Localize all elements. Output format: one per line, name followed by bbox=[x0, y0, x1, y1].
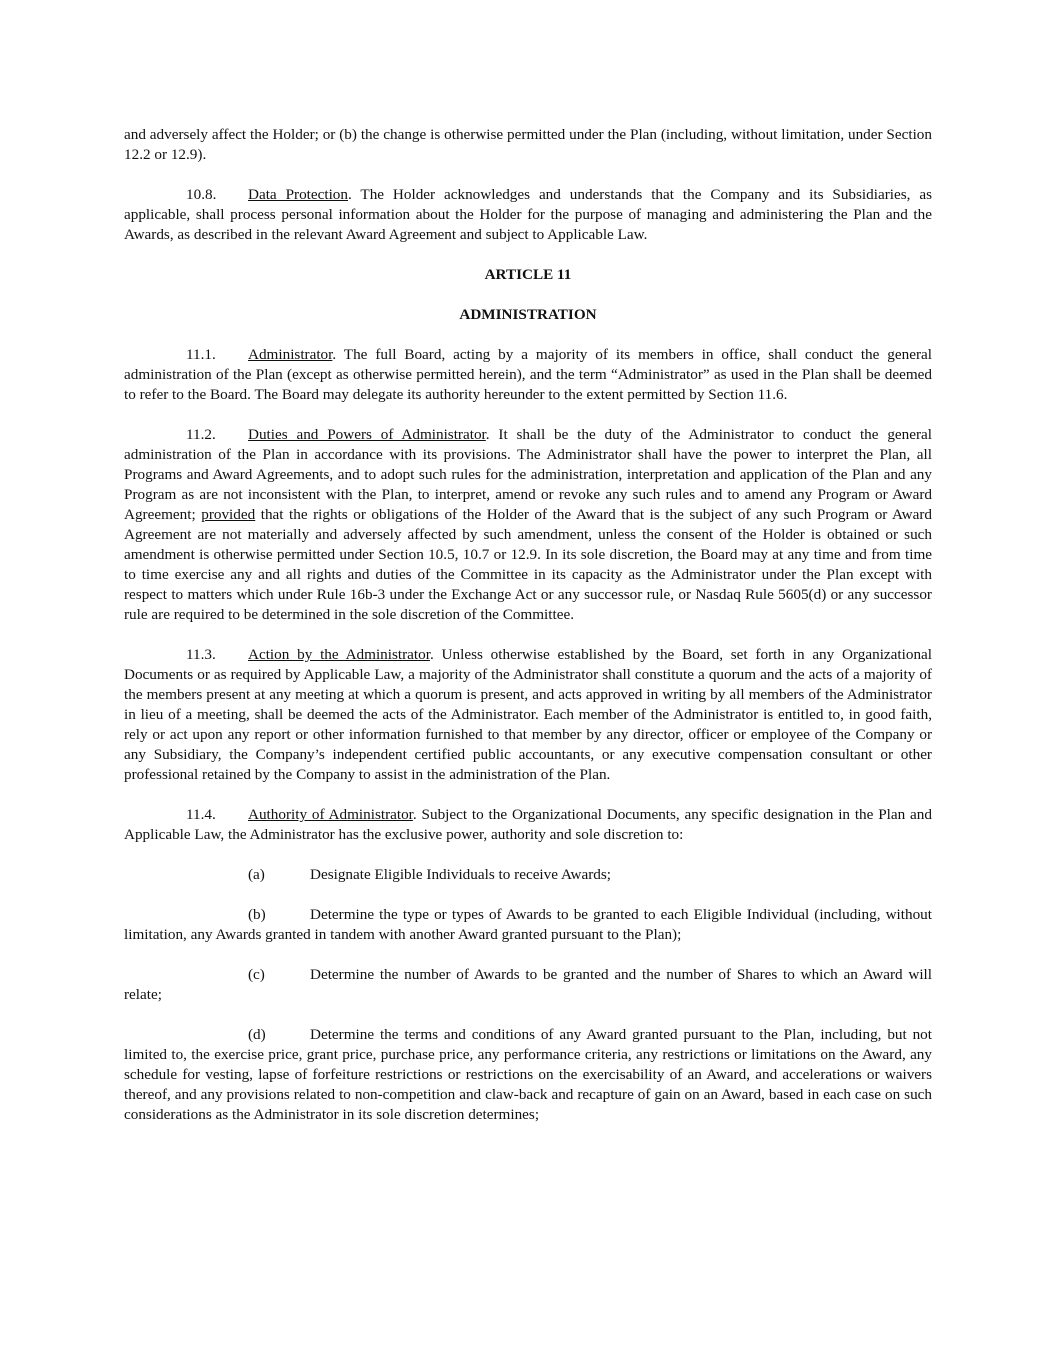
section-11-4 bbox=[124, 805, 932, 845]
section-text: . Subject to the Organizational Documents, any specific designation in the Plan and Applicable Law, the Administrator has the exclusive power, authority and sole discretion to: bbox=[124, 806, 932, 843]
section-text-cont: that the rights or obligations of the Holder of the Award that is the subject of any such Program or Award Agreement are not materially and adversely affected by such amendment, unless the consent of the Holder is obtained or such amendment is otherwise permitted under Section 10.5, 10.7 or 12.9. In its sole discretion, the Board may at any time and from time to time exercise any and all rights and duties of the Committee in its capacity as the Administrator under the Plan except with respect to matters which under Rule 16b-3 under the Exchange Act or any successor rule, or Nasdaq Rule 5605(d) or any successor rule are required to be determined in the sole discretion of the Committee. bbox=[124, 506, 932, 623]
section-number: 11.2. bbox=[186, 426, 216, 443]
list-label: (d) bbox=[248, 1026, 266, 1043]
list-label: (c) bbox=[248, 966, 265, 983]
list-text: Designate Eligible Individuals to receive Awards; bbox=[310, 866, 612, 883]
section-text: . The Holder acknowledges and understands that the Company and its Subsidiaries, as applicable, shall process personal information about the Holder for the purpose of managing and administering the Plan and the Awards, as described in the relevant Award Agreement and subject to Applicable Law. bbox=[124, 186, 932, 243]
article-title: ADMINISTRATION bbox=[459, 306, 597, 323]
list-text: Determine the terms and conditions of any Award granted pursuant to the Plan, including, but not limited to, the exercise price, grant price, purchase price, any performance criteria, any restrictions or limitations on the Award, any schedule for vesting, lapse of forfeiture restrictions or restrictions on the exercisability of an Award, and accelerations or waivers thereof, and any provisions related to non-competition and claw-back and recapture of gain on an Award, based in each case on such considerations as the Administrator in its sole discretion determines; bbox=[124, 1026, 932, 1123]
list-item-b bbox=[124, 905, 932, 945]
section-number: 11.1. bbox=[186, 346, 216, 363]
section-title: Administrator bbox=[248, 346, 333, 363]
article-label: ARTICLE 11 bbox=[484, 266, 572, 283]
provided-term: provided bbox=[201, 506, 256, 523]
list-label: (a) bbox=[248, 866, 265, 883]
document-page bbox=[124, 125, 932, 1145]
list-item-a bbox=[124, 865, 932, 885]
section-number: 11.4. bbox=[186, 806, 216, 823]
section-title: Action by the Administrator bbox=[248, 646, 430, 663]
section-text: . It shall be the duty of the Administrator to conduct the general administration of the Plan in accordance with its provisions. The Administrator shall have the power to interpret the Plan, all Programs and Award Agreements, and to adopt such rules for the administration, interpretation and application of the Plan and any Program as are not inconsistent with the Plan, to interpret, amend or revoke any such rules and to amend any Program or Award Agreement; bbox=[124, 426, 933, 523]
section-number: 11.3. bbox=[186, 646, 216, 663]
section-title: Duties and Powers of Administrator bbox=[248, 426, 486, 443]
section-11-3 bbox=[124, 645, 932, 785]
section-text: . The full Board, acting by a majority of its members in office, shall conduct the general administration of the Plan (except as otherwise permitted herein), and the term “Administrator” as used in the Plan shall be deemed to refer to the Board. The Board may delegate its authority hereunder to the extent permitted by Section 11.6. bbox=[124, 346, 932, 403]
list-item-c bbox=[124, 965, 932, 1005]
list-text: Determine the number of Awards to be granted and the number of Shares to which an Award will relate; bbox=[124, 966, 932, 1003]
section-10-8 bbox=[124, 185, 932, 245]
section-11-2 bbox=[124, 425, 932, 625]
paragraph-continuation: and adversely affect the Holder; or (b) the change is otherwise permitted under the Plan (including, without limitation, under Section 12.2 or 12.9). bbox=[124, 126, 932, 163]
section-11-1 bbox=[124, 345, 932, 405]
list-item-d bbox=[124, 1025, 932, 1125]
section-text: . Unless otherwise established by the Board, set forth in any Organizational Documents or as required by Applicable Law, a majority of the Administrator shall constitute a quorum and the acts of a majority of the members present at any meeting at which a quorum is present, and acts approved in writing by all members of the Administrator in lieu of a meeting, shall be deemed the acts of the Administrator. Each member of the Administrator is entitled to, in good faith, rely or act upon any report or other information furnished to that member by any director, officer or employee of the Company or any Subsidiary, the Company’s independent certified public accountants, or any executive compensation consultant or other professional retained by the Company to assist in the administration of the Plan. bbox=[124, 646, 932, 783]
section-number: 10.8. bbox=[186, 186, 217, 203]
section-title: Authority of Administrator bbox=[248, 806, 413, 823]
list-label: (b) bbox=[248, 906, 266, 923]
list-text: Determine the type or types of Awards to be granted to each Eligible Individual (including, without limitation, any Awards granted in tandem with another Award granted pursuant to the Plan); bbox=[124, 906, 932, 943]
section-title: Data Protection bbox=[248, 186, 348, 203]
